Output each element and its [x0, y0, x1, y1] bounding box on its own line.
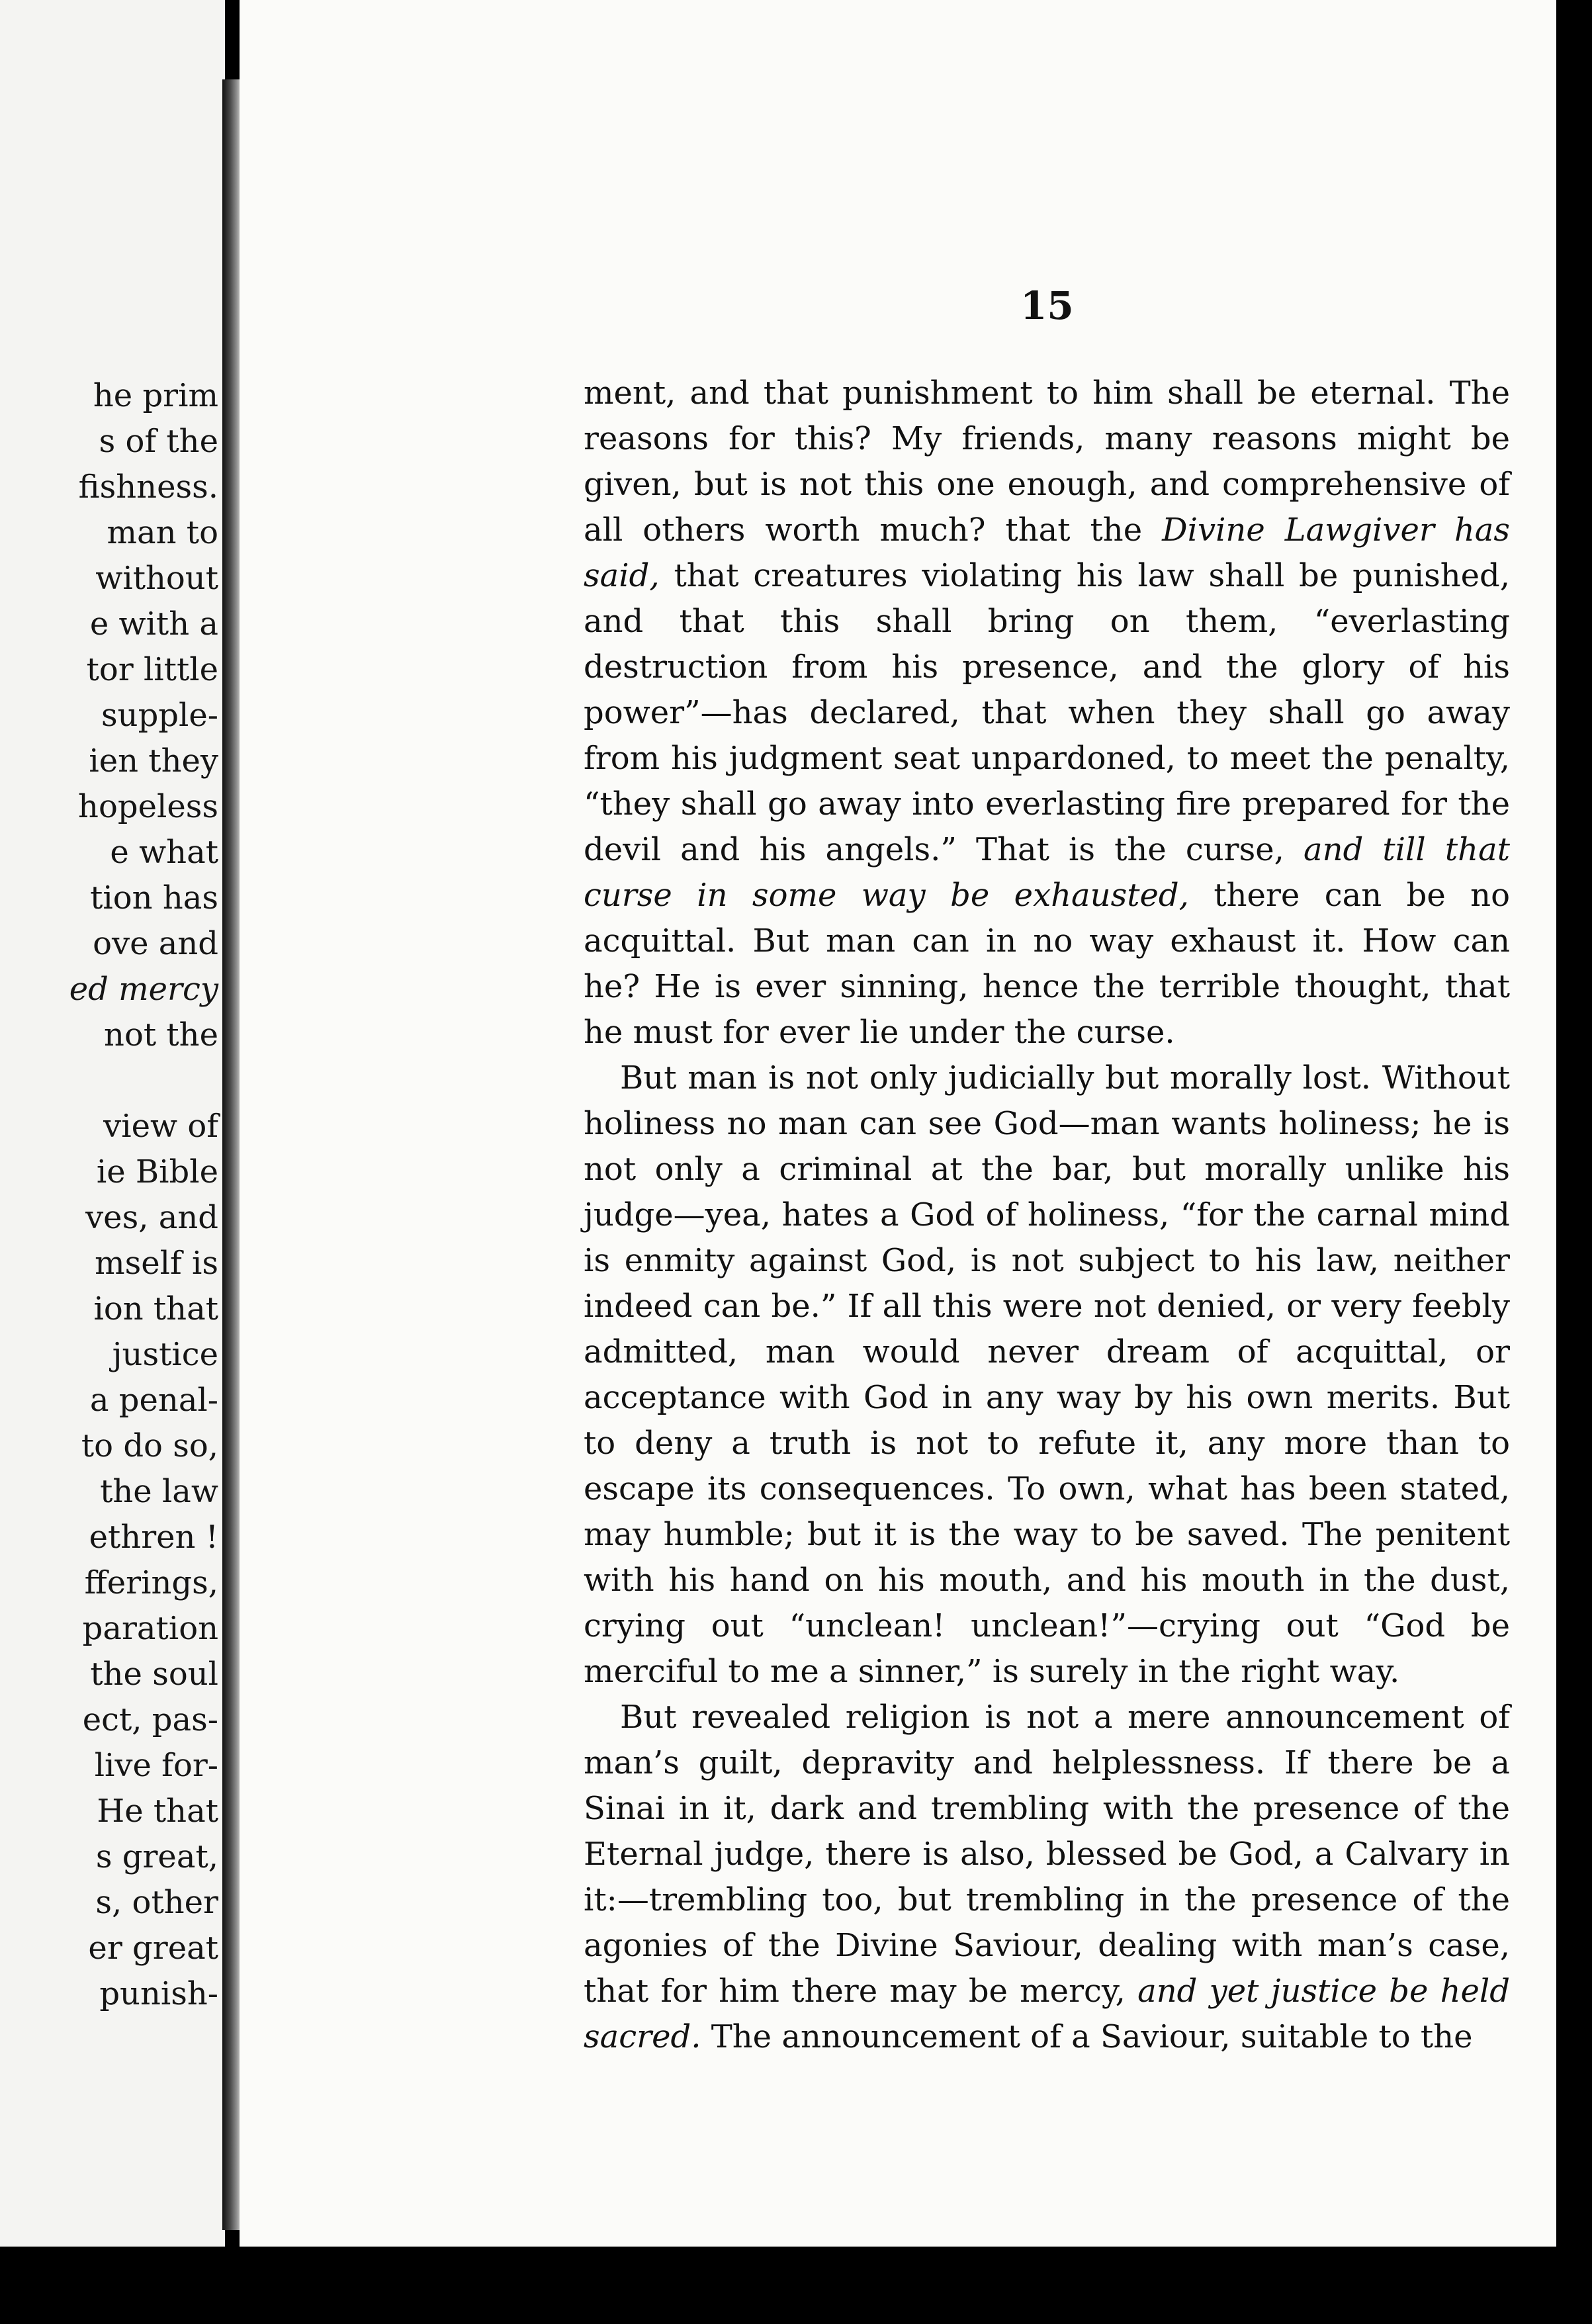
left-page-line: tion has [90, 879, 218, 916]
paragraph-1-italic-b: and till that curse in some way be exhausted, [584, 831, 1510, 914]
left-page-line: e what [110, 834, 218, 871]
left-page-line: tor little [86, 651, 218, 688]
left-page-line: view of [103, 1108, 218, 1145]
left-page-line: without [95, 560, 218, 597]
scan-border-bottom [0, 2247, 1592, 2324]
left-page-line: ie Bible [96, 1153, 218, 1190]
scan-border-right [1556, 0, 1592, 2324]
paragraph-1-text-c: there can be no acquittal. But man can in no way exhaust it. How can he? He is ever sinning, hence the terrible thought, that he must for ever lie under the curse. [584, 877, 1510, 1051]
left-page-line: ethren ! [89, 1519, 218, 1556]
left-page-line: fferings, [84, 1564, 218, 1601]
paragraph-1-text-b: that creatures violating his law shall be punished, and that this shall bring on them, “everlasting destruction from his presence, and the glory of his power”—has declared, that when they shall go away from his judgment seat unpardoned, to meet the penalty, “they shall go away into everlasting fire prepared for the devil and his angels.” That is the curse, [584, 557, 1510, 868]
left-page-line: fishness. [78, 469, 218, 506]
left-page-line: ion that [93, 1290, 218, 1327]
right-page [240, 0, 1556, 2247]
left-page-line: man to [107, 514, 218, 551]
paragraph-1-italic-a: Divine Lawgiver has said, [584, 512, 1511, 594]
left-page-fragment [0, 0, 225, 2247]
paragraph-3-text-b: The announcement of a Saviour, suitable to the [701, 2018, 1473, 2055]
left-page-line: paration [82, 1610, 218, 1647]
left-page-line: a penal- [89, 1382, 218, 1419]
paragraph-3-text-a: But revealed religion is not a mere announcement of man’s guilt, depravity and helplessness. If there be a Sinai in it, dark and trembling with the presence of the Eternal judge, there is also, blessed be God, a Calvary in it:—trembling too, but trembling in the presence of the agonies of the Divine Saviour, dealing with man’s case, that for him there may be mercy, [584, 1699, 1510, 2010]
left-page-line: live for- [94, 1747, 218, 1784]
left-page-line: ect, pas- [82, 1701, 218, 1738]
left-page-line: s, other [95, 1884, 218, 1921]
left-page-line: s great, [95, 1838, 218, 1875]
paragraph-1 [584, 371, 1510, 1055]
left-page-line: mself is [95, 1245, 218, 1282]
left-page-line: ien they [89, 742, 218, 780]
left-page-line: hopeless [78, 788, 218, 825]
left-page-line: ves, and [85, 1199, 218, 1236]
left-page-line: to do so, [81, 1427, 218, 1464]
left-page-line: not the [104, 1016, 218, 1053]
left-page-line: the soul [90, 1656, 218, 1693]
page-number: 15 [1020, 283, 1074, 328]
left-page-line: he prim [93, 377, 218, 414]
left-page-line: the law [100, 1473, 218, 1510]
paragraph-1-text-a: ment, and that punishment to him shall be eternal. The reasons for this? My friends, many reasons might be given, but is not this one enough, and comprehensive of all others worth much? that the [584, 375, 1510, 549]
left-page-line: ove and [93, 925, 218, 962]
paragraph-2: But man is not only judicially but morally lost. Without holiness no man can see God—man wants holiness; he is not only a criminal at the bar, but morally unlike his judge—yea, hates a God of holiness, “for the carnal mind is enmity against God, is not subject to his law, neither indeed can be.” If all this were not denied, or very feebly admitted, man would never dream of acquittal, or acceptance with God in any way by his own merits. But to deny a truth is not to refute it, any more than to escape its consequences. To own, what has been stated, may humble; but it is the way to be saved. The penitent with his hand on his mouth, and his mouth in the dust, crying out “unclean! unclean!”—crying out “God be merciful to me a sinner,” is surely in the right way. [584, 1059, 1510, 1690]
left-page-line: s of the [99, 423, 218, 460]
left-page-line: justice [112, 1336, 218, 1373]
left-page-line: ed mercy [69, 971, 218, 1008]
left-page-line: e with a [89, 605, 218, 643]
body-text [584, 371, 1510, 2060]
left-page-line: er great [88, 1930, 218, 1967]
left-page-line: punish- [99, 1975, 218, 2012]
paragraph-3-italic: and yet justice be held sacred. [584, 1973, 1510, 2055]
paragraph-3 [584, 1695, 1510, 2060]
left-page-line: supple- [101, 697, 218, 734]
left-page-line: He that [97, 1793, 218, 1830]
